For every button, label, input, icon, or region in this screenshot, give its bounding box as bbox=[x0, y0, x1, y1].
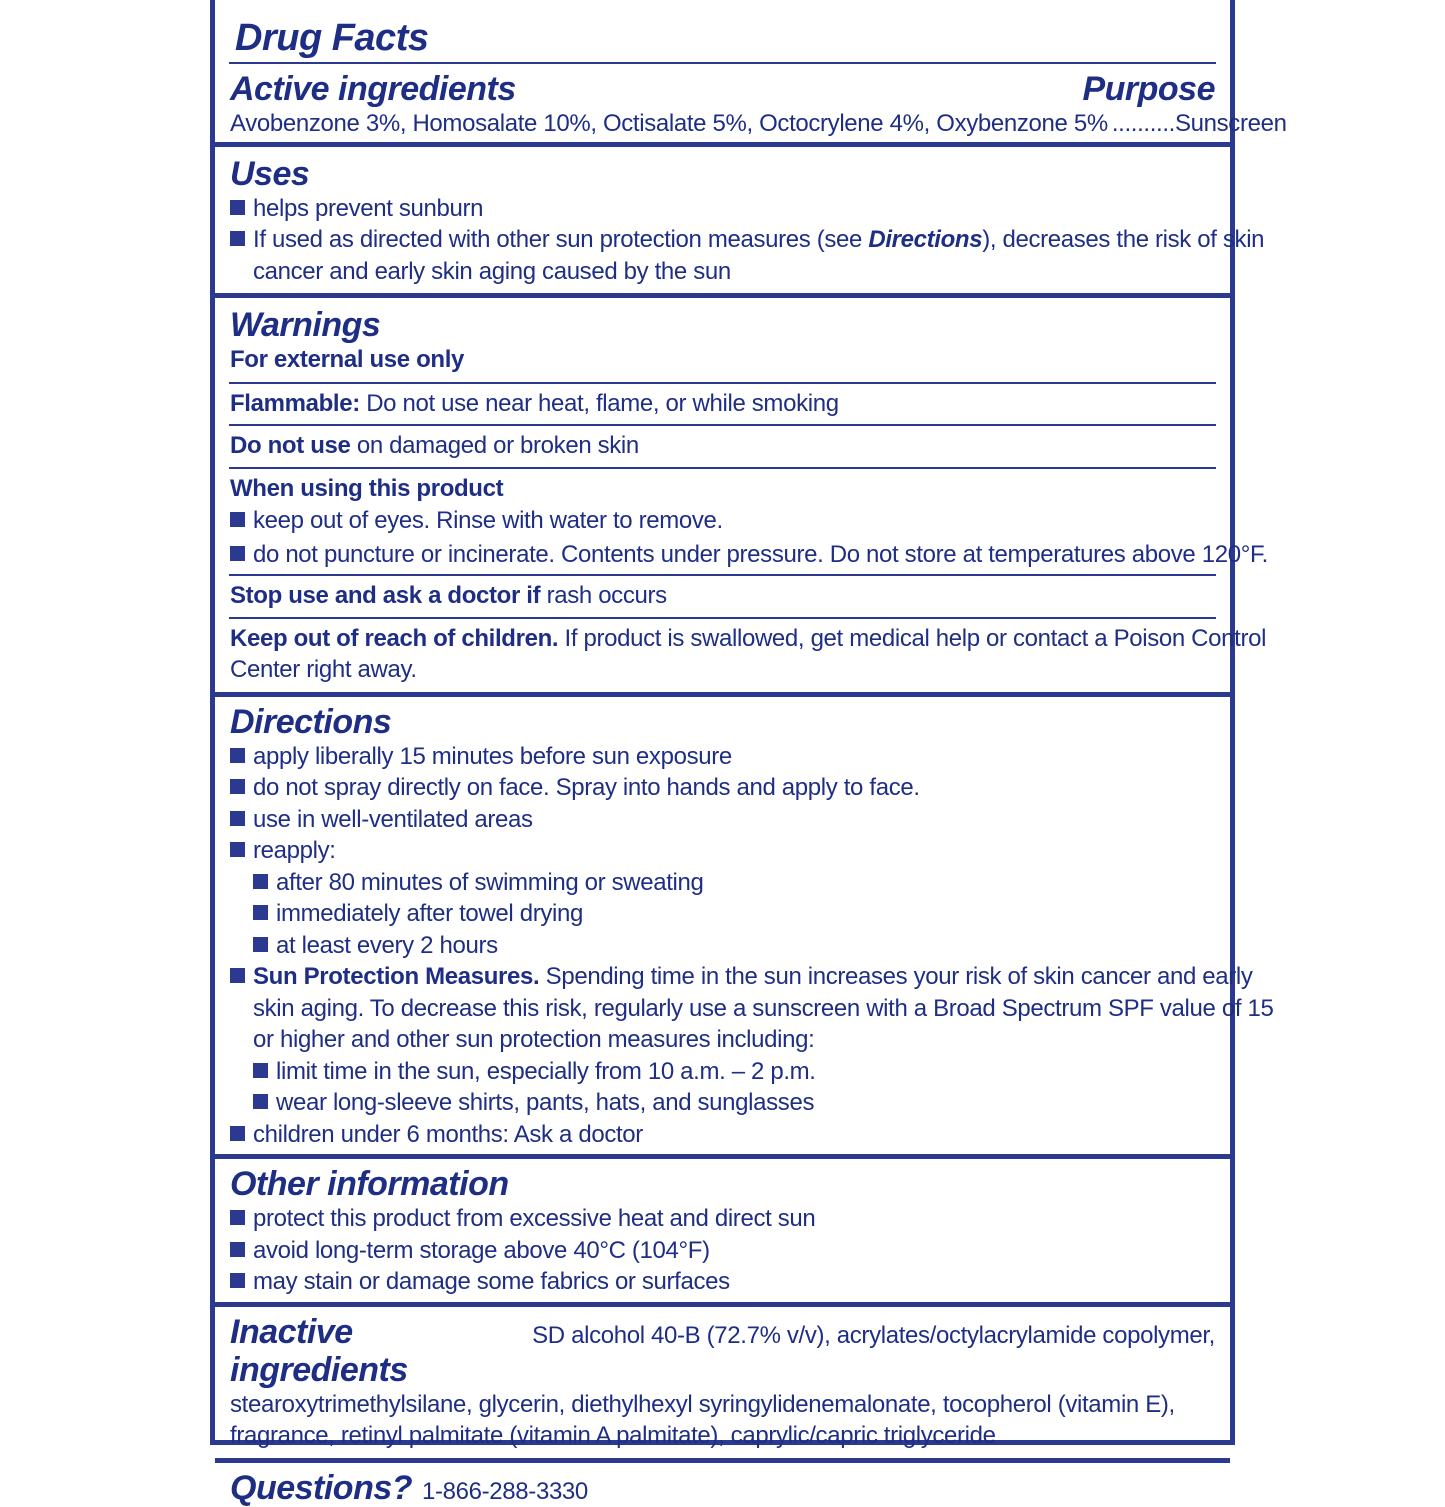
list-item: reapply: bbox=[230, 835, 1215, 867]
list-item: may stain or damage some fabrics or surfaces bbox=[230, 1266, 1215, 1298]
list-item: avoid long-term storage above 40°C (104°F) bbox=[230, 1235, 1215, 1267]
flammable-warning: Flammable: Do not use near heat, flame, or while smoking bbox=[215, 384, 1230, 425]
bullet-square-icon bbox=[253, 937, 268, 952]
bullet-square-icon bbox=[230, 1210, 245, 1225]
bullet-square-icon bbox=[230, 1126, 245, 1141]
directions-section: Directions apply liberally 15 minutes before sun exposure do not spray directly on face. Spray into hands and apply to face. use in well-ventilated areas reapply: after 80 minutes of swimming or sweating immediately after towel drying at least every 2 hours Sun Protection Measures. Spending time in the sun increases your risk of skin cancer and early skin aging. To decrease this risk, regularly use a sunscreen with a Broad Spectrum SPF value of 15 or higher and other sun protection measures including: limit time in the sun, especially from 10 a.m. – 2 p.m. wear long-sleeve shirts, pants, hats, and sunglasses children under 6 months: Ask a doctor bbox=[215, 697, 1230, 1155]
list-item: Sun Protection Measures. Spending time in the sun increases your risk of skin cancer and early bbox=[230, 961, 1215, 993]
bullet-square-icon bbox=[230, 968, 245, 983]
bullet-square-icon bbox=[230, 811, 245, 826]
bullet-square-icon bbox=[253, 1094, 268, 1109]
list-item: If used as directed with other sun protection measures (see Directions), decreases the risk of skin bbox=[230, 224, 1215, 256]
sub-list-item: wear long-sleeve shirts, pants, hats, and sunglasses bbox=[230, 1087, 1215, 1119]
phone-number: 1-866-288-3330 bbox=[422, 1476, 588, 1507]
drug-facts-panel bbox=[210, 0, 1235, 1445]
uses-section bbox=[215, 147, 1230, 294]
active-ingredients-heading: Active ingredients bbox=[230, 70, 516, 108]
warnings-heading: Warnings bbox=[230, 306, 1215, 344]
active-ingredients-list: Avobenzone 3%, Homosalate 10%, Octisalate 5%, Octocrylene 4%, Oxybenzone 5% bbox=[230, 108, 1108, 140]
bullet-square-icon bbox=[253, 905, 268, 920]
list-item: protect this product from excessive heat and direct sun bbox=[230, 1203, 1215, 1235]
bullet-square-icon bbox=[230, 1242, 245, 1257]
bullet-square-icon bbox=[230, 512, 245, 527]
bullet-square-icon bbox=[230, 200, 245, 215]
when-using-label: When using this product bbox=[230, 473, 1215, 505]
sub-list-item: limit time in the sun, especially from 10 a.m. – 2 p.m. bbox=[230, 1056, 1215, 1088]
drug-facts-title: Drug Facts bbox=[235, 18, 1215, 58]
bullet-square-icon bbox=[253, 1063, 268, 1078]
external-use-label: For external use only bbox=[230, 344, 1215, 380]
list-item: do not puncture or incinerate. Contents under pressure. Do not store at temperatures above 120°F. bbox=[230, 539, 1215, 571]
warnings-section bbox=[215, 298, 1230, 382]
sub-list-item: immediately after towel drying bbox=[230, 898, 1215, 930]
other-information-section bbox=[215, 1159, 1230, 1302]
keep-out-of-reach-warning: Keep out of reach of children. If product is swallowed, get medical help or contact a Poison Control Center right away. bbox=[215, 619, 1230, 692]
leader-dots: .......... bbox=[1112, 108, 1175, 140]
list-item: apply liberally 15 minutes before sun exposure bbox=[230, 741, 1215, 773]
active-ingredients-line bbox=[230, 108, 1215, 140]
inactive-ingredients-heading: Inactive ingredients bbox=[230, 1313, 510, 1389]
uses-heading: Uses bbox=[230, 155, 1215, 193]
bullet-square-icon bbox=[230, 779, 245, 794]
bullet-square-icon bbox=[253, 874, 268, 889]
bullet-square-icon bbox=[230, 842, 245, 857]
stop-use-warning: Stop use and ask a doctor if rash occurs bbox=[215, 576, 1230, 617]
other-information-heading: Other information bbox=[230, 1165, 1215, 1203]
list-item-continuation: cancer and early skin aging caused by the sun bbox=[230, 256, 1215, 288]
directions-heading: Directions bbox=[230, 703, 1215, 741]
when-using-warning bbox=[215, 469, 1230, 575]
do-not-use-warning: Do not use on damaged or broken skin bbox=[215, 426, 1230, 467]
purpose-heading: Purpose bbox=[1082, 70, 1215, 108]
questions-section bbox=[215, 1463, 1230, 1507]
bullet-square-icon bbox=[230, 1273, 245, 1288]
list-item: helps prevent sunburn bbox=[230, 193, 1215, 225]
bullet-square-icon bbox=[230, 546, 245, 561]
drug-facts-header bbox=[215, 0, 1230, 62]
purpose-value: Sunscreen bbox=[1175, 108, 1287, 140]
list-item: do not spray directly on face. Spray into hands and apply to face. bbox=[230, 772, 1215, 804]
active-ingredients-section bbox=[215, 64, 1230, 142]
list-item: use in well-ventilated areas bbox=[230, 804, 1215, 836]
sub-list-item: after 80 minutes of swimming or sweating bbox=[230, 867, 1215, 899]
sub-list-item: at least every 2 hours bbox=[230, 930, 1215, 962]
questions-heading: Questions? bbox=[230, 1469, 412, 1507]
list-item: keep out of eyes. Rinse with water to remove. bbox=[230, 505, 1215, 537]
list-item: children under 6 months: Ask a doctor bbox=[230, 1119, 1215, 1151]
bullet-square-icon bbox=[230, 748, 245, 763]
bullet-square-icon bbox=[230, 231, 245, 246]
inactive-ingredients-section: Inactive ingredients SD alcohol 40-B (72.7% v/v), acrylates/octylacrylamide copolymer, stearoxytrimethylsilane, glycerin, diethylhexyl syringylidenemalonate, tocopherol (vitamin E), fragrance, retinyl palmitate (vitamin A palmitate), caprylic/capric triglyceride bbox=[215, 1307, 1230, 1458]
